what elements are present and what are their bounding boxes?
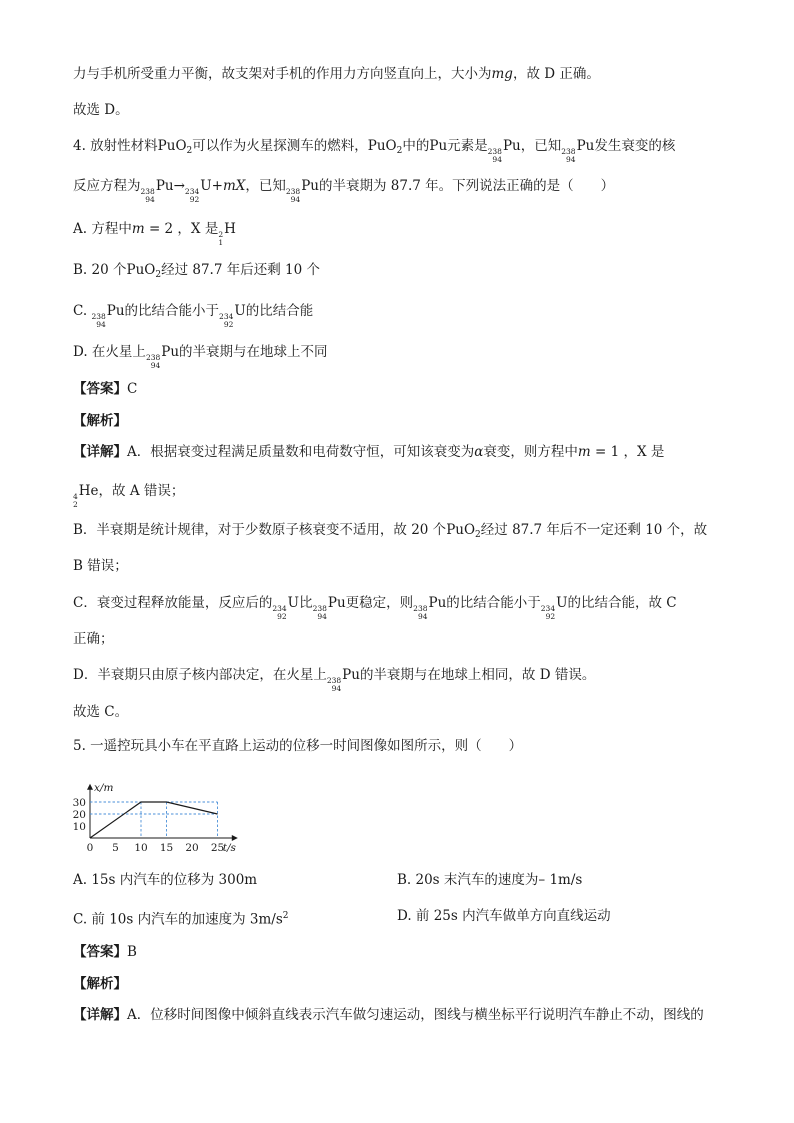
option-4d (73, 342, 328, 370)
math-mg: mg (491, 66, 513, 82)
option-5c (73, 906, 289, 930)
text-line-1 (73, 64, 600, 84)
text-segment: 发生衰变的核 (594, 138, 676, 154)
select-d-line: 故选 D。 (73, 102, 129, 118)
element-symbol: Pu (576, 138, 595, 154)
option-4b (73, 260, 320, 285)
text-segment: B．半衰期是统计规律，对于少数原子核衰变不适用，故 20 个 (73, 522, 447, 538)
nuclide-pu238 (313, 605, 327, 621)
text-segment: C. 前 10s 内汽车的加速度为 3m/s (73, 911, 283, 928)
x-axis-label: t/s (222, 842, 236, 854)
text-segment: 更稳定，则 (345, 595, 414, 611)
detail-4b-cont: B 错误； (73, 558, 128, 574)
text-segment: B. 20 个 (73, 262, 127, 278)
answer-value: B (127, 944, 137, 960)
text-segment: A．位移时间图像中倾斜直线表示汽车做匀速运动，图线与横坐标平行说明汽车静止不动，图线的 (127, 1007, 704, 1023)
mass-number: 2 (218, 230, 224, 239)
text-segment: 的比结合能小于 (446, 595, 541, 611)
question-4-reaction (73, 176, 614, 204)
superscript: 2 (282, 911, 289, 921)
text-segment: = 1 ，X 是 (590, 444, 665, 460)
text-segment: 的半衰期与在地球上不同 (179, 344, 328, 360)
y-tick-label: 20 (72, 809, 86, 821)
mass-number: 4 (73, 492, 78, 501)
formula-puo2: PuO (446, 522, 476, 538)
text-segment: 可以作为火星探测车的燃料， (192, 138, 368, 154)
atomic-number: 1 (218, 238, 224, 247)
y-tick-label: 10 (72, 821, 86, 833)
atomic-number: 94 (417, 612, 428, 621)
text-segment: 元素是 (447, 138, 488, 154)
mass-number: 234 (540, 604, 556, 613)
detail-4a-cont (73, 481, 184, 509)
nuclide-h2 (218, 231, 223, 247)
text-segment: 经过 87.7 年后还剩 10 个 (161, 262, 320, 278)
math-value: – 1m/s (538, 872, 583, 888)
text-segment: D．半衰期只由原子核内部决定，在火星上 (73, 667, 327, 683)
mass-number: 238 (413, 604, 428, 613)
y-axis-arrow (87, 784, 93, 790)
math-m: m (131, 221, 145, 237)
option-5d: D. 前 25s 内汽车做单方向直线运动 (397, 908, 611, 924)
mass-number: 234 (272, 604, 287, 613)
x-tick-label: 25 (210, 842, 225, 854)
select-c-line: 故选 C。 (73, 704, 129, 720)
text-segment: 力与手机所受重力平衡，故支架对手机的作用力方向竖直向上，大小为 (73, 66, 492, 82)
displacement-time-chart (60, 758, 236, 858)
series-line (90, 802, 218, 838)
nuclide-he4 (73, 493, 78, 509)
subscript: 2 (475, 530, 481, 540)
mass-number: 238 (285, 187, 301, 196)
atomic-number: 2 (73, 500, 78, 509)
atomic-number: 94 (566, 155, 576, 164)
nuclide-pu238 (146, 354, 160, 370)
atomic-number: 94 (317, 612, 327, 621)
x-tick-label: 0 (86, 842, 94, 854)
text-segment: A. 方程中 (73, 221, 132, 237)
detail-5a (73, 1005, 704, 1025)
mass-number: 238 (487, 147, 502, 156)
nuclide-pu238 (488, 148, 502, 164)
element-symbol: Pu (155, 178, 174, 194)
atomic-number: 94 (150, 361, 161, 370)
answer-5 (73, 942, 137, 962)
analysis-tag-5: 【解析】 (73, 976, 127, 992)
detail-4a (73, 442, 664, 462)
element-symbol: Pu (106, 303, 125, 319)
text-segment: ，已知 (520, 138, 562, 154)
subscript: 2 (396, 146, 403, 156)
y-tick-label: 30 (72, 797, 86, 809)
nuclide-pu238 (141, 188, 155, 204)
formula-puo2: PuO (367, 138, 397, 154)
mass-number: 238 (312, 604, 327, 613)
element-symbol: Pu (161, 344, 180, 360)
element-symbol: U (287, 595, 300, 611)
atomic-number: 94 (96, 320, 106, 329)
element-symbol: Pu (327, 595, 346, 611)
atomic-number: 92 (545, 612, 556, 621)
text-segment: 的比结合能 (245, 303, 314, 319)
text-segment: B. 20s 末汽车的速度为 (397, 872, 539, 888)
element-symbol: Pu (342, 667, 360, 683)
text-segment: A．根据衰变过程满足质量数和电荷数守恒，可知该衰变为 (127, 444, 475, 460)
question-4-stem (73, 136, 675, 164)
nuclide-u234 (219, 313, 233, 329)
reaction-term: +mX (211, 178, 246, 194)
math-alpha: α (474, 444, 484, 460)
mass-number: 238 (326, 676, 342, 685)
atomic-number: 92 (189, 195, 200, 204)
analysis-tag-4: 【解析】 (73, 413, 127, 429)
option-4a (73, 219, 236, 247)
formula-puo2: PuO (157, 138, 187, 154)
element-symbol: Pu (301, 178, 319, 194)
formula-puo2: PuO (126, 262, 156, 278)
answer-value: C (127, 381, 138, 397)
x-tick-label: 20 (185, 842, 199, 854)
text-segment: 的比结合能小于 (124, 303, 220, 319)
answer-4 (73, 379, 137, 399)
element-symbol: U (234, 303, 246, 319)
text-segment: 的半衰期为 87.7 年。下列说法正确的是（ ） (318, 178, 615, 194)
math-m: m (577, 444, 591, 460)
element-symbol: H (224, 221, 236, 237)
text-segment: 的半衰期与在地球上相同，故 D 错误。 (359, 667, 596, 683)
text-segment: D. 在火星上 (73, 344, 146, 360)
element-symbol: Pu (428, 595, 447, 611)
y-axis-label: x/m (94, 781, 114, 794)
answer-tag: 【答案】 (73, 381, 127, 397)
nuclide-pu238 (413, 605, 427, 621)
nuclide-u234 (541, 605, 555, 621)
reaction-arrow: → (173, 178, 185, 194)
mass-number: 238 (145, 353, 161, 362)
element-symbol: He (78, 483, 99, 499)
text-segment: C．衰变过程释放能量，反应后的 (73, 595, 273, 611)
option-5b (397, 870, 582, 890)
nuclide-pu238 (91, 313, 105, 329)
nuclide-pu238 (286, 188, 300, 204)
detail-4c (73, 593, 677, 621)
text-segment: 中的 (402, 138, 430, 154)
x-axis-arrow (232, 835, 238, 841)
nuclide-u234 (185, 188, 199, 204)
x-tick-label: 5 (112, 842, 119, 854)
mass-number: 238 (561, 147, 576, 156)
detail-4b (73, 520, 707, 545)
element-symbol: U (556, 595, 568, 611)
text-segment: ，已知 (245, 178, 286, 194)
nuclide-pu238 (561, 148, 575, 164)
nuclide-u234 (272, 605, 286, 621)
text-segment: = 2 ，X 是 (144, 221, 219, 237)
text-segment: 比 (299, 595, 313, 611)
question-5-stem: 5. 一遥控玩具小车在平直路上运动的位移一时间图像如图所示，则（ ） (73, 738, 523, 754)
atomic-number: 94 (331, 684, 342, 693)
text-segment: C. (73, 303, 92, 319)
x-tick-label: 15 (159, 842, 174, 854)
atomic-number: 92 (223, 320, 234, 329)
atomic-number: 94 (290, 195, 301, 204)
text-segment: 经过 87.7 年后不一定还剩 10 个，故 (480, 522, 708, 538)
mass-number: 238 (91, 312, 106, 321)
subscript: 2 (186, 146, 193, 156)
answer-tag: 【答案】 (73, 944, 127, 960)
element-symbol: Pu (502, 138, 521, 154)
text-segment: ，故 A 错误； (98, 483, 185, 499)
option-5a: A. 15s 内汽车的位移为 300m (73, 872, 258, 888)
mass-number: 234 (184, 187, 200, 196)
text-segment: 衰变，则方程中 (483, 444, 578, 460)
atomic-number: 92 (277, 612, 287, 621)
text-segment: 4. 放射性材料 (73, 138, 158, 154)
x-tick-label: 10 (134, 842, 148, 854)
text-segment: 反应方程为 (73, 178, 141, 194)
mass-number: 234 (219, 312, 234, 321)
mass-number: 238 (140, 187, 155, 196)
option-4c (73, 301, 313, 329)
detail-4c-cont: 正确； (73, 631, 114, 647)
detail-tag: 【详解】 (73, 1007, 127, 1023)
subscript: 2 (155, 270, 162, 280)
detail-4d (73, 665, 595, 693)
atomic-number: 94 (492, 155, 502, 164)
text-segment: ，故 D 正确。 (512, 66, 600, 82)
element-symbol: U (200, 178, 212, 194)
atomic-number: 94 (145, 195, 155, 204)
nuclide-pu238 (327, 677, 341, 693)
element-pu: Pu (429, 138, 448, 154)
text-segment: 的比结合能，故 C (567, 595, 677, 611)
detail-tag: 【详解】 (73, 444, 127, 460)
